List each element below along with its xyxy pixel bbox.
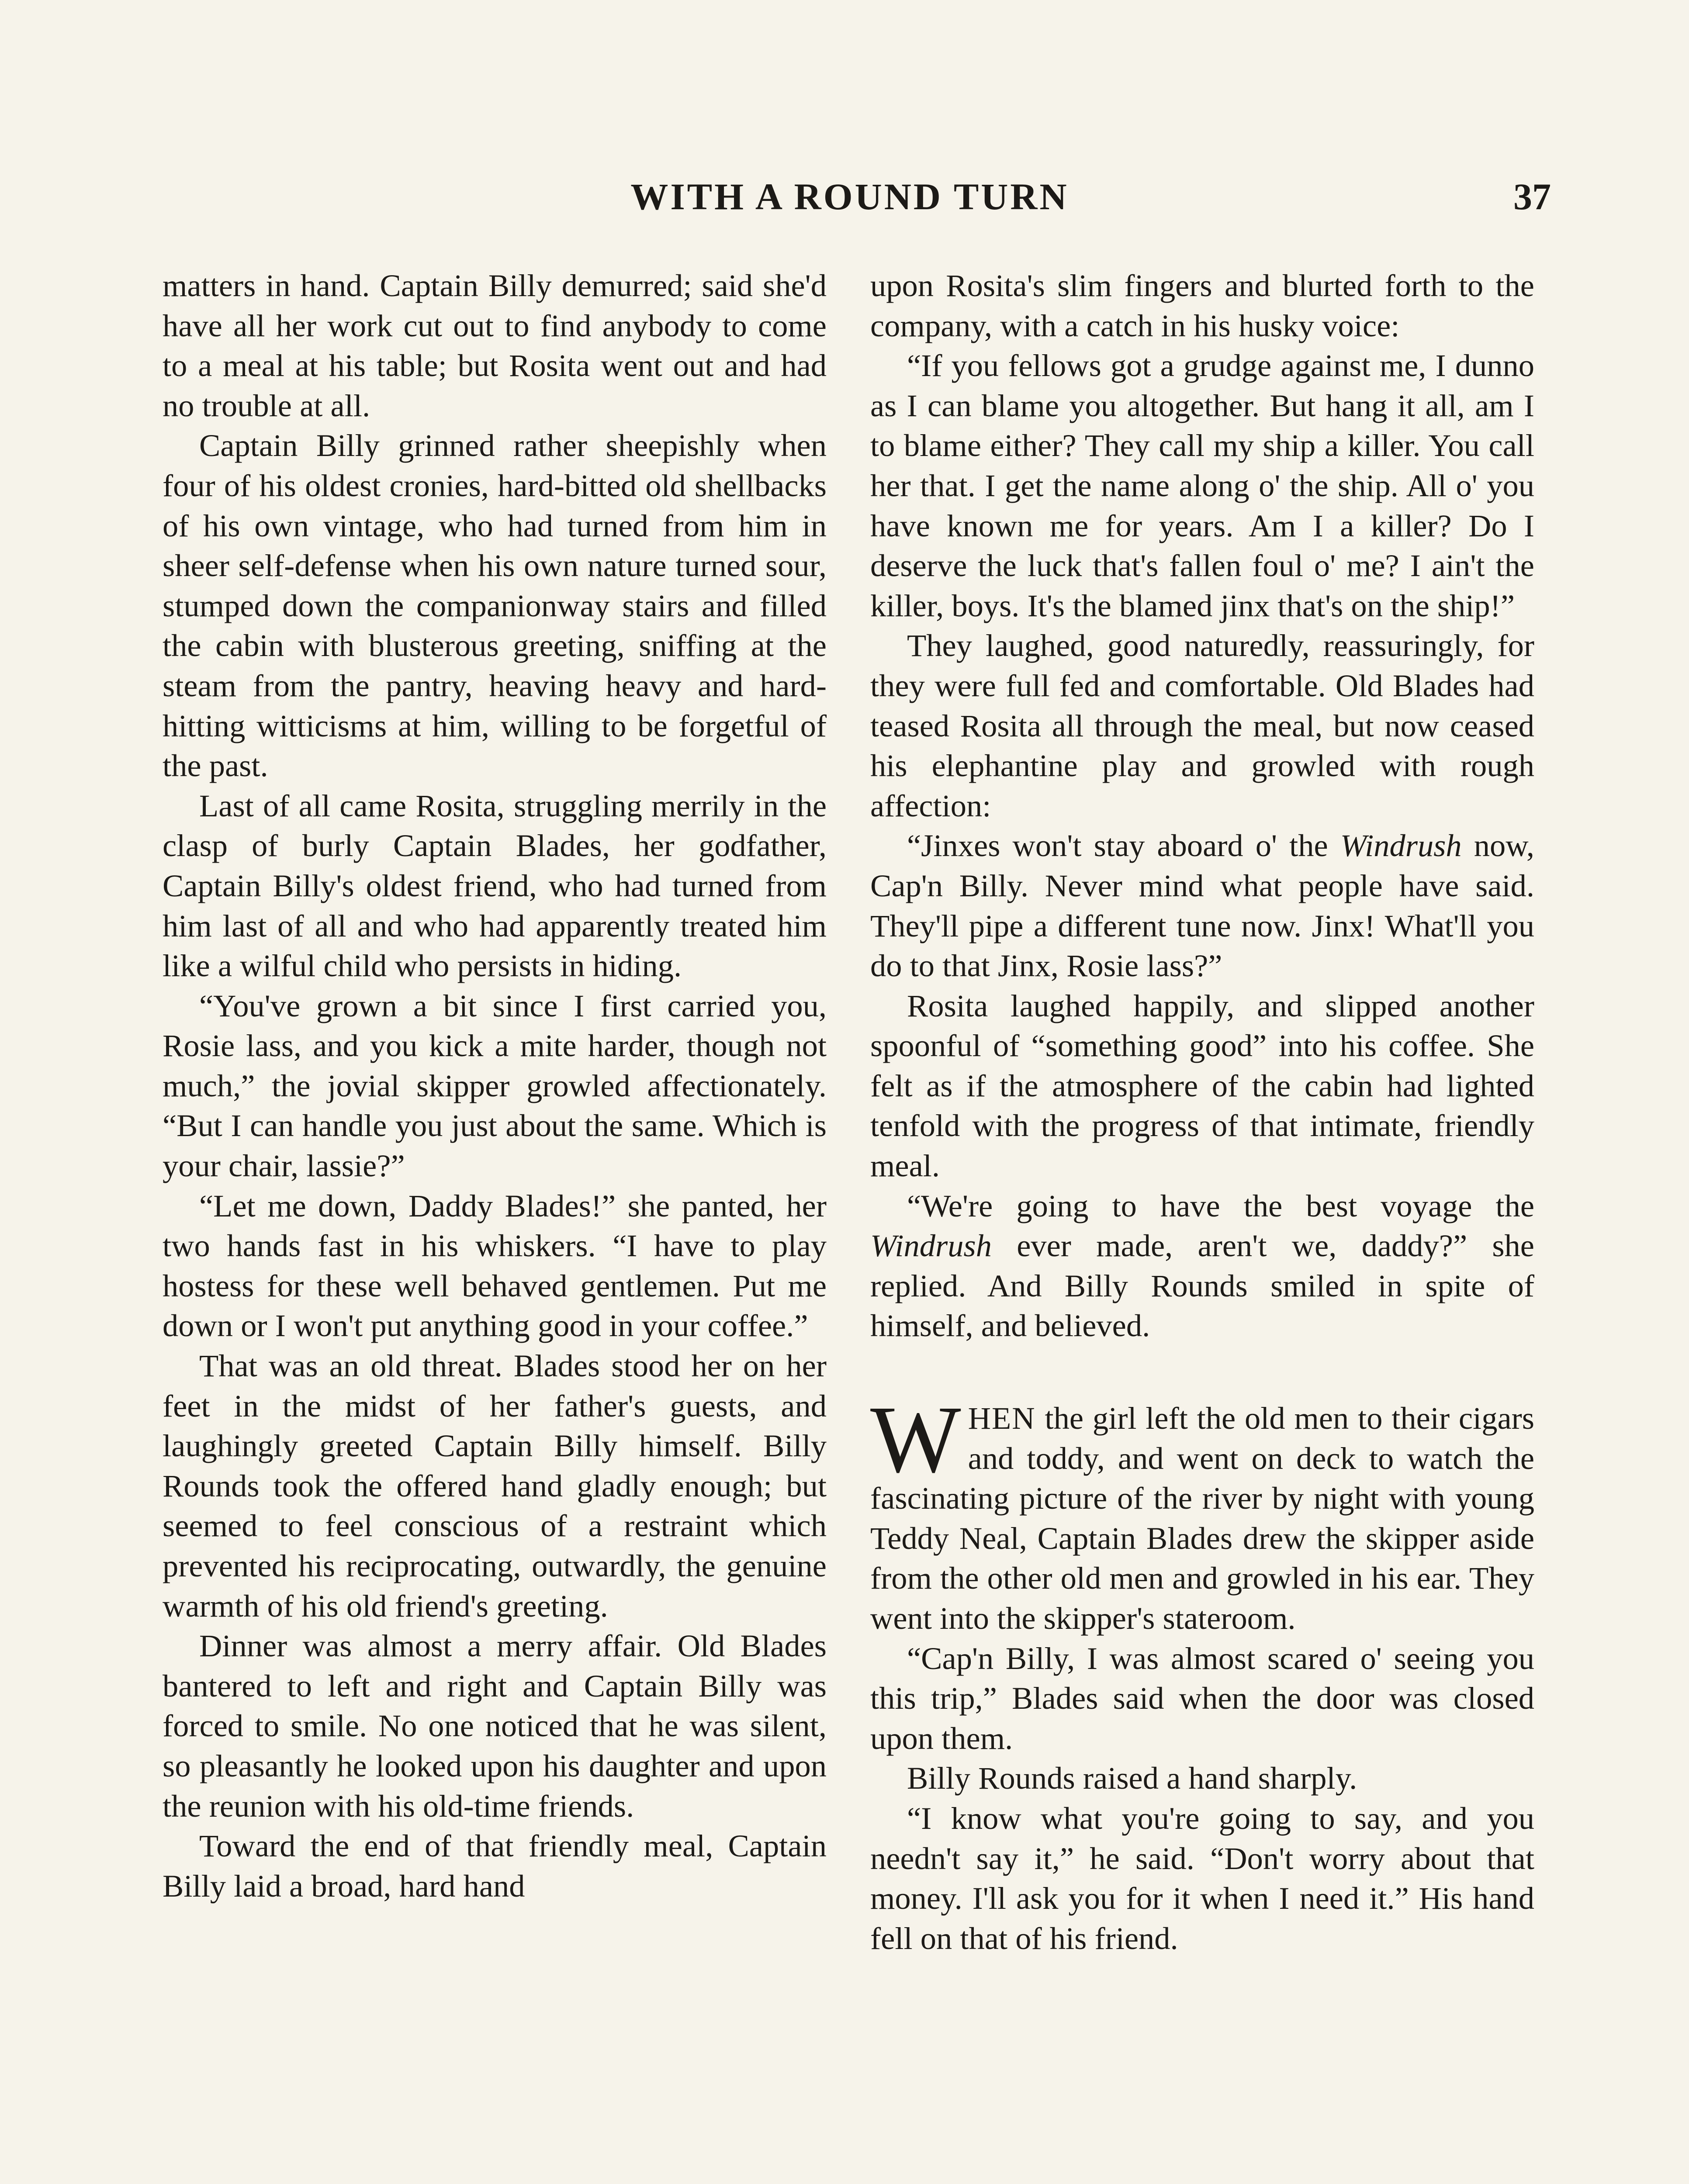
paragraph: “I know what you're going to say, and you needn't say it,” he said. “Don't worry about that money. I'll ask you for it when I need it.” His hand fell on that of his friend.: [870, 1800, 1534, 1956]
text-run: “We're going to have the best voyage the: [907, 1188, 1534, 1223]
text-run: ever made, aren't we, daddy?” she replied. And Billy Rounds smiled in spite of himself, and believed.: [870, 1228, 1534, 1344]
paragraph: [870, 826, 1534, 985]
running-title: WITH A ROUND TURN: [630, 176, 1069, 218]
paragraph: They laughed, good naturedly, reassuringly, for they were full fed and comfortable. Old Blades had teased Rosita all through the meal, but now ceased his elephantine play and growled with rough affection:: [870, 628, 1534, 823]
paragraph: matters in hand. Captain Billy demurred; said she'd have all her work cut out to find anybody to come to a meal at his table; but Rosita went out and had no trouble at all.: [163, 268, 827, 423]
text-run: “Jinxes won't stay aboard o' the: [907, 828, 1340, 864]
paragraph: “Let me down, Daddy Blades!” she panted, her two hands fast in his whiskers. “I have to play hostess for these well behaved gentlemen. Put me down or I won't put anything good in your coffee.”: [163, 1188, 827, 1344]
paragraph: “You've grown a bit since I first carried you, Rosie lass, and you kick a mite harder, though not much,” the jovial skipper growled affectionately. “But I can handle you just about the same. Which is your chair, lassie?”: [163, 988, 827, 1184]
paragraph: Last of all came Rosita, struggling merrily in the clasp of burly Captain Blades, her godfather, Captain Billy's oldest friend, who had turned from him last of all and who had apparently treated him like a wilful child who persists in hiding.: [163, 788, 827, 984]
paragraph: upon Rosita's slim fingers and blurted forth to the company, with a catch in his husky voice:: [870, 268, 1534, 343]
paragraph: “Cap'n Billy, I was almost scared o' seeing you this trip,” Blades said when the door was closed upon them.: [870, 1640, 1534, 1756]
text-run: the girl left the old men to their cigars and toddy, and went on deck to watch the fascinating picture of the river by night with young Teddy Neal, Captain Blades drew the skipper aside from the other old men and growled in his ear. They went into the skipper's stateroom.: [870, 1400, 1534, 1636]
paragraph: “If you fellows got a grudge against me, I dunno as I can blame you altogether. But hang it all, am I to blame either? They call my ship a killer. You call her that. I get the name along o' the ship. All o' you have known me for years. Am I a killer? Do I deserve the luck that's fallen foul o' me? I ain't the killer, boys. It's the blamed jinx that's on the ship!”: [870, 348, 1534, 623]
paragraph: Dinner was almost a merry affair. Old Blades bantered to left and right and Captain Billy was forced to smile. No one noticed that he was silent, so pleasantly he looked upon his daughter and upon the reunion with his old-time friends.: [163, 1628, 827, 1824]
paragraph: Captain Billy grinned rather sheepishly when four of his oldest cronies, hard-bitted old shellbacks of his own vintage, who had turned from him in sheer self-defense when his own nature turned sour, stumped down the companionway stairs and filled the cabin with blusterous greeting, sniffing at the steam from the pantry, heaving heavy and hard-hitting witticisms at him, willing to be forgetful of the past.: [163, 428, 827, 784]
left-column: [163, 266, 827, 1906]
paragraph: [870, 1186, 1534, 1346]
small-caps-lead: HEN: [968, 1400, 1036, 1436]
paragraph: Rosita laughed happily, and slipped another spoonful of “something good” into his coffee. She felt as if the atmosphere of the cabin had lighted tenfold with the progress of that intimate, friendly meal.: [870, 988, 1534, 1184]
paragraph: Toward the end of that friendly meal, Captain Billy laid a broad, hard hand: [163, 1828, 827, 1904]
section-opening-paragraph: [870, 1386, 1534, 1638]
drop-cap: W: [870, 1386, 961, 1493]
paragraph: That was an old threat. Blades stood her on her feet in the midst of her father's guests, and laughingly greeted Captain Billy himself. Billy Rounds took the offered hand gladly enough; but seemed to feel conscious of a restraint which prevented his reciprocating, outwardly, the genuine warmth of his old friend's greeting.: [163, 1348, 827, 1624]
right-column: [870, 266, 1534, 1958]
ship-name: Windrush: [870, 1228, 992, 1264]
running-header: [162, 175, 1551, 227]
paragraph: Billy Rounds raised a hand sharply.: [907, 1760, 1357, 1796]
text-run: now, Cap'n Billy. Never mind what people have said. They'll pipe a different tune now. Jinx! What'll you do to that Jinx, Rosie lass?”: [870, 828, 1534, 984]
ship-name: Windrush: [1340, 828, 1462, 864]
page-number: 37: [1513, 176, 1551, 218]
